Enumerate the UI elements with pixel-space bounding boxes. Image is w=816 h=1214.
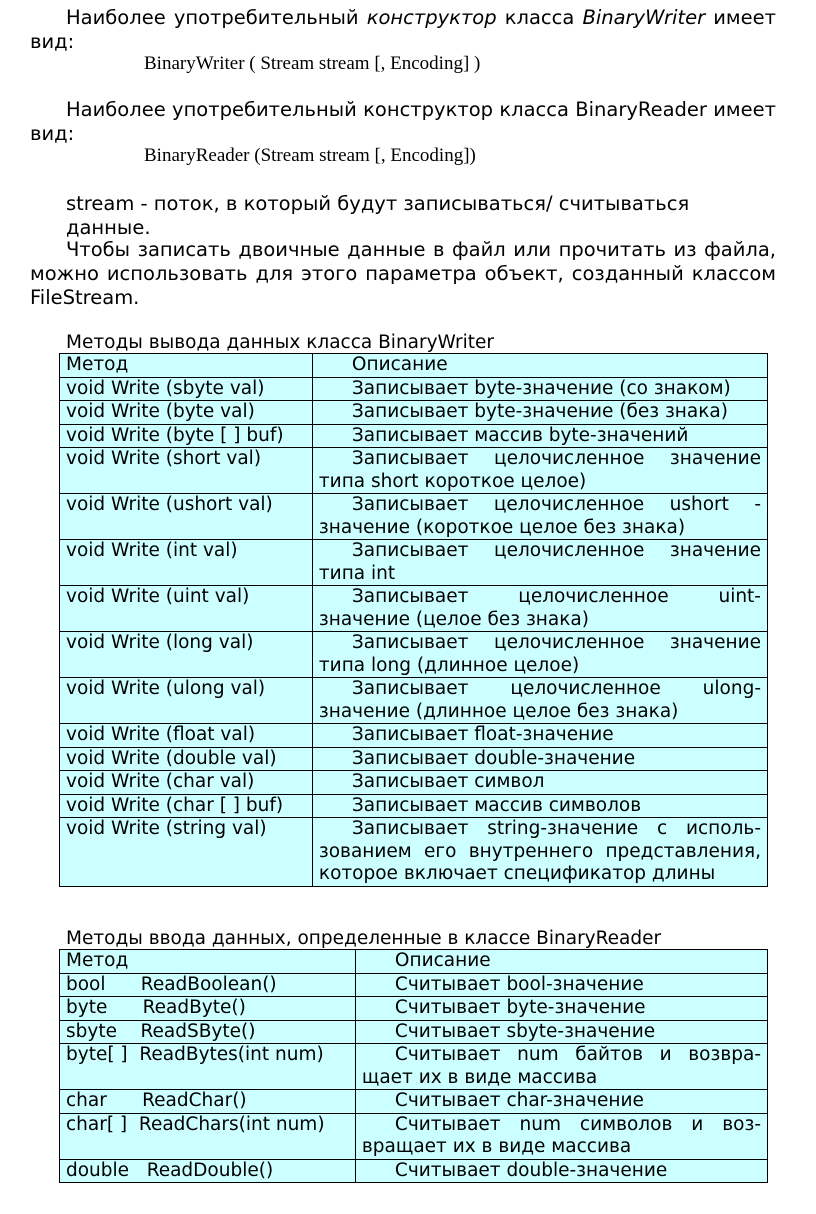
constructor-emphasis: конструктор — [366, 6, 497, 29]
writer-constructor-continuation: вид: — [30, 30, 75, 53]
writer-constructor-paragraph — [30, 6, 776, 54]
description-line: Считывает byte-значение — [394, 997, 646, 1018]
description-line: Записывает массив символов — [351, 794, 642, 816]
filestream-line-2: можно использовать для этого параметра объект, созданный классом — [30, 262, 776, 285]
description-line: которое включает спецификатор длины — [318, 863, 716, 884]
reader-signature: BinaryReader (Stream stream [, Encoding]) — [144, 145, 476, 166]
description-cell — [312, 678, 767, 724]
description-cell — [355, 973, 767, 997]
method-cell: double ReadDouble() — [60, 1159, 356, 1183]
description-line: щает их в виде массива — [361, 1066, 598, 1088]
method-cell: void Write (byte [ ] buf) — [60, 424, 313, 448]
method-cell: void Write (string val) — [60, 818, 313, 887]
writer-signature: BinaryWriter ( Stream stream [, Encoding] ) — [144, 53, 481, 74]
reader-constructor-paragraph — [30, 98, 776, 146]
method-cell: byte ReadByte() — [60, 997, 356, 1021]
reader-table-body — [60, 950, 768, 1183]
description-line: Считывает bool-значение — [394, 973, 644, 995]
filestream-line-3: FileStream. — [30, 286, 140, 309]
method-cell: char[ ] ReadChars(int num) — [60, 1113, 356, 1159]
description-line: Записывает целочисленное ulong- — [351, 678, 761, 699]
table-row — [60, 1159, 768, 1183]
table-row — [60, 818, 768, 887]
description-line: Записывает целочисленное значение — [351, 540, 761, 561]
method-cell: void Write (short val) — [60, 448, 313, 494]
reader-constructor-line: Наиболее употребительный конструктор класса BinaryReader имеет — [66, 98, 776, 121]
description-cell — [312, 540, 767, 586]
method-header: Метод — [60, 950, 356, 974]
method-cell: byte[ ] ReadBytes(int num) — [60, 1044, 356, 1090]
description-line: Записывает double-значение — [351, 747, 636, 769]
table-header-row — [60, 950, 768, 974]
description-header: Описание — [355, 950, 767, 974]
description-line: Считывает num символов и воз- — [394, 1113, 761, 1135]
table-row — [60, 724, 768, 748]
description-line: Записывает символ — [351, 771, 545, 792]
method-cell: void Write (sbyte val) — [60, 377, 313, 401]
table-row — [60, 540, 768, 586]
description-line: значение (целое без знака) — [318, 608, 589, 630]
table-row — [60, 1044, 768, 1090]
description-line: значение (длинное целое без знака) — [318, 700, 679, 722]
description-line: зованием его внутреннего представления, — [318, 840, 761, 862]
description-cell — [312, 377, 767, 401]
writer-table-caption: Методы вывода данных класса BinaryWriter — [66, 332, 495, 353]
description-cell — [312, 632, 767, 678]
method-cell: void Write (double val) — [60, 747, 313, 771]
method-cell: char ReadChar() — [60, 1090, 356, 1114]
method-cell: void Write (uint val) — [60, 586, 313, 632]
method-cell: void Write (byte val) — [60, 401, 313, 425]
table-row — [60, 997, 768, 1021]
description-line: Считывает char-значение — [394, 1090, 644, 1111]
filestream-paragraph — [30, 238, 776, 310]
description-line: типа int — [318, 562, 396, 584]
description-cell — [312, 724, 767, 748]
description-cell — [355, 1090, 767, 1114]
method-cell: void Write (float val) — [60, 724, 313, 748]
writer-constructor-text-post: имеет — [705, 6, 776, 29]
description-line: вращает их в виде массива — [361, 1136, 632, 1157]
description-line: типа short короткое целое) — [318, 470, 587, 492]
description-cell — [312, 401, 767, 425]
filestream-line-1: Чтобы записать двоичные данные в файл или прочитать из файла, — [66, 238, 776, 261]
description-cell — [312, 448, 767, 494]
method-cell: bool ReadBoolean() — [60, 973, 356, 997]
reader-methods-table — [59, 949, 768, 1183]
table-row — [60, 448, 768, 494]
method-cell: void Write (char [ ] buf) — [60, 794, 313, 818]
description-line: Записывает string-значение с исполь- — [351, 818, 761, 839]
description-cell — [355, 1020, 767, 1044]
table-row — [60, 678, 768, 724]
method-cell: void Write (ushort val) — [60, 494, 313, 540]
method-cell: void Write (long val) — [60, 632, 313, 678]
table-row — [60, 586, 768, 632]
description-line: значение (короткое целое без знака) — [318, 516, 686, 538]
table-row — [60, 494, 768, 540]
description-line: Записывает массив byte-значений — [351, 424, 689, 446]
stream-note: stream - поток, в который будут записываться/ считываться данные. — [66, 192, 690, 239]
reader-constructor-continuation: вид: — [30, 122, 75, 145]
description-cell — [312, 494, 767, 540]
table-row — [60, 1090, 768, 1114]
table-row — [60, 771, 768, 795]
description-line: Считывает double-значение — [394, 1159, 668, 1181]
method-cell: void Write (int val) — [60, 540, 313, 586]
description-cell — [355, 997, 767, 1021]
description-cell — [355, 1113, 767, 1159]
method-cell: void Write (char val) — [60, 771, 313, 795]
writer-table-body — [60, 354, 768, 887]
table-header-row — [60, 354, 768, 378]
table-row — [60, 1113, 768, 1159]
description-line: Записывает byte-значение (без знака) — [351, 401, 728, 422]
writer-methods-table — [59, 353, 768, 887]
table-row — [60, 973, 768, 997]
writer-constructor-text-mid: класса — [496, 6, 583, 29]
description-line: Записывает целочисленное значение — [351, 448, 761, 469]
description-cell — [312, 747, 767, 771]
description-line: Считывает sbyte-значение — [394, 1020, 656, 1042]
description-cell — [312, 771, 767, 795]
method-header: Метод — [60, 354, 313, 378]
description-header: Описание — [312, 354, 767, 378]
description-line: Записывает целочисленное uint- — [351, 586, 761, 607]
description-cell — [312, 794, 767, 818]
table-row — [60, 747, 768, 771]
table-row — [60, 424, 768, 448]
description-cell — [312, 818, 767, 887]
writer-constructor-line — [30, 6, 776, 30]
description-cell — [355, 1159, 767, 1183]
table-row — [60, 1020, 768, 1044]
table-row — [60, 377, 768, 401]
table-row — [60, 632, 768, 678]
description-cell — [312, 424, 767, 448]
table-row — [60, 794, 768, 818]
description-line: Записывает целочисленное значение — [351, 632, 761, 653]
description-cell — [312, 586, 767, 632]
description-line: типа long (длинное целое) — [318, 654, 580, 676]
binarywriter-emphasis: BinaryWriter — [582, 6, 706, 29]
description-line: Считывает num байтов и возвра- — [394, 1044, 761, 1065]
method-cell: sbyte ReadSByte() — [60, 1020, 356, 1044]
description-line: Записывает float-значение — [351, 724, 614, 745]
description-line: Записывает целочисленное ushort - — [351, 494, 761, 515]
description-cell — [355, 1044, 767, 1090]
reader-table-caption: Методы ввода данных, определенные в классе BinaryReader — [66, 928, 662, 949]
method-cell: void Write (ulong val) — [60, 678, 313, 724]
writer-constructor-text: Наиболее употребительный — [66, 6, 367, 29]
description-line: Записывает byte-значение (со знаком) — [351, 377, 731, 399]
table-row — [60, 401, 768, 425]
